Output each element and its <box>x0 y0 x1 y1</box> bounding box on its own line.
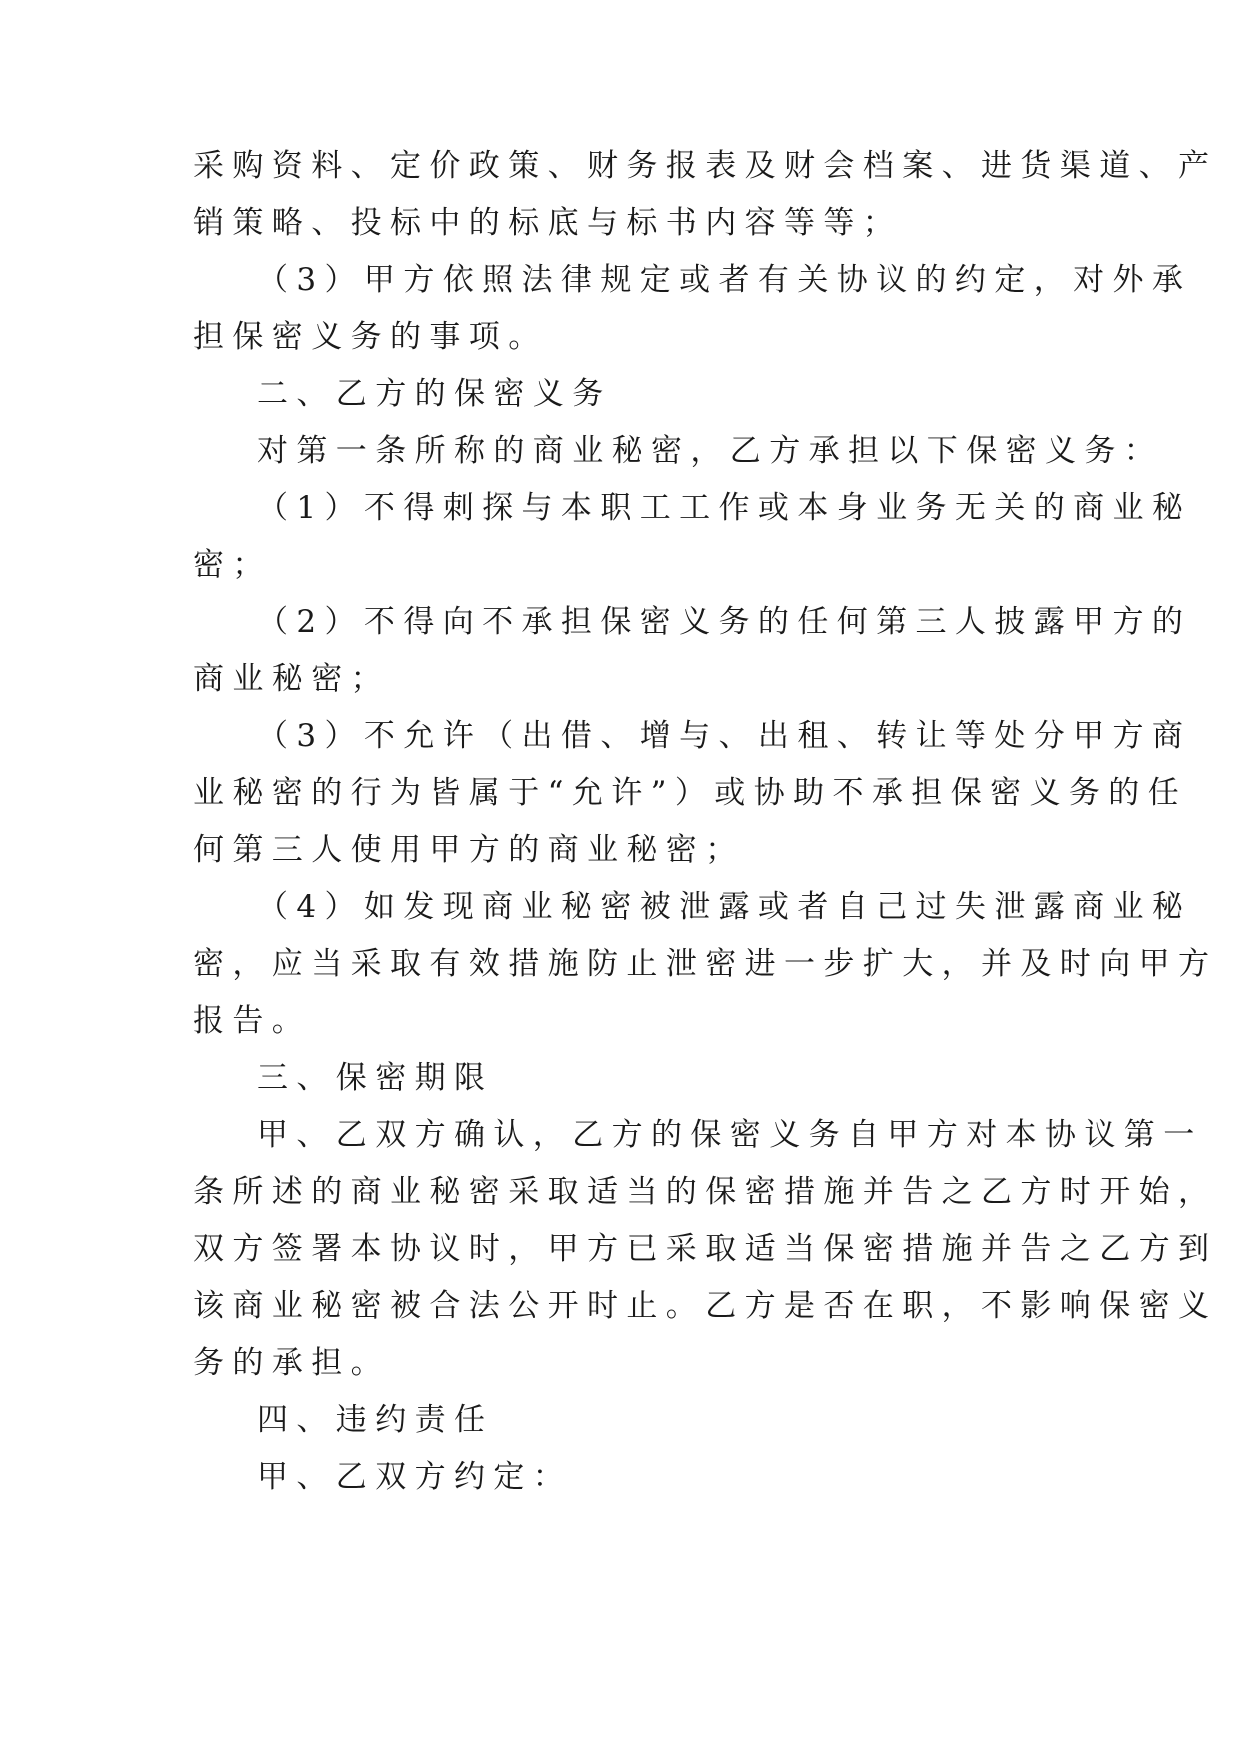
section-heading: 四、违约责任 <box>257 1402 494 1438</box>
text-line: 采购资料、定价政策、财务报表及财会档案、进货渠道、产 <box>193 148 1218 184</box>
section-heading: 二、乙方的保密义务 <box>257 376 612 412</box>
text-line: 甲、乙双方约定： <box>257 1459 573 1495</box>
text-line: 销策略、投标中的标底与标书内容等等； <box>193 205 903 241</box>
text-line: （4）如发现商业秘密被泄露或者自己过失泄露商业秘 <box>257 889 1192 925</box>
text-line: 业秘密的行为皆属于“允许”）或协助不承担保密义务的任 <box>193 775 1188 811</box>
text-line: 担保密义务的事项。 <box>193 319 548 355</box>
text-line: （3）甲方依照法律规定或者有关协议的约定，对外承 <box>257 262 1192 298</box>
text-line: 条所述的商业秘密采取适当的保密措施并告之乙方时开始， <box>193 1174 1218 1210</box>
text-line: （2）不得向不承担保密义务的任何第三人披露甲方的 <box>257 604 1192 640</box>
text-line: 密； <box>193 547 272 583</box>
text-line: 双方签署本协议时，甲方已采取适当保密措施并告之乙方到 <box>193 1231 1218 1267</box>
text-line: 务的承担。 <box>193 1345 390 1381</box>
text-line: 商业秘密； <box>193 661 390 697</box>
text-line: 对第一条所称的商业秘密，乙方承担以下保密义务： <box>257 433 1164 469</box>
section-heading: 三、保密期限 <box>257 1060 494 1096</box>
text-line: 甲、乙双方确认，乙方的保密义务自甲方对本协议第一 <box>257 1117 1203 1153</box>
text-line: 密，应当采取有效措施防止泄密进一步扩大，并及时向甲方 <box>193 946 1218 982</box>
text-line: 报告。 <box>193 1003 312 1039</box>
text-line: （1）不得刺探与本职工工作或本身业务无关的商业秘 <box>257 490 1192 526</box>
text-line: 该商业秘密被合法公开时止。乙方是否在职，不影响保密义 <box>193 1288 1218 1324</box>
text-line: 何第三人使用甲方的商业秘密； <box>193 832 745 868</box>
text-line: （3）不允许（出借、增与、出租、转让等处分甲方商 <box>257 718 1192 754</box>
